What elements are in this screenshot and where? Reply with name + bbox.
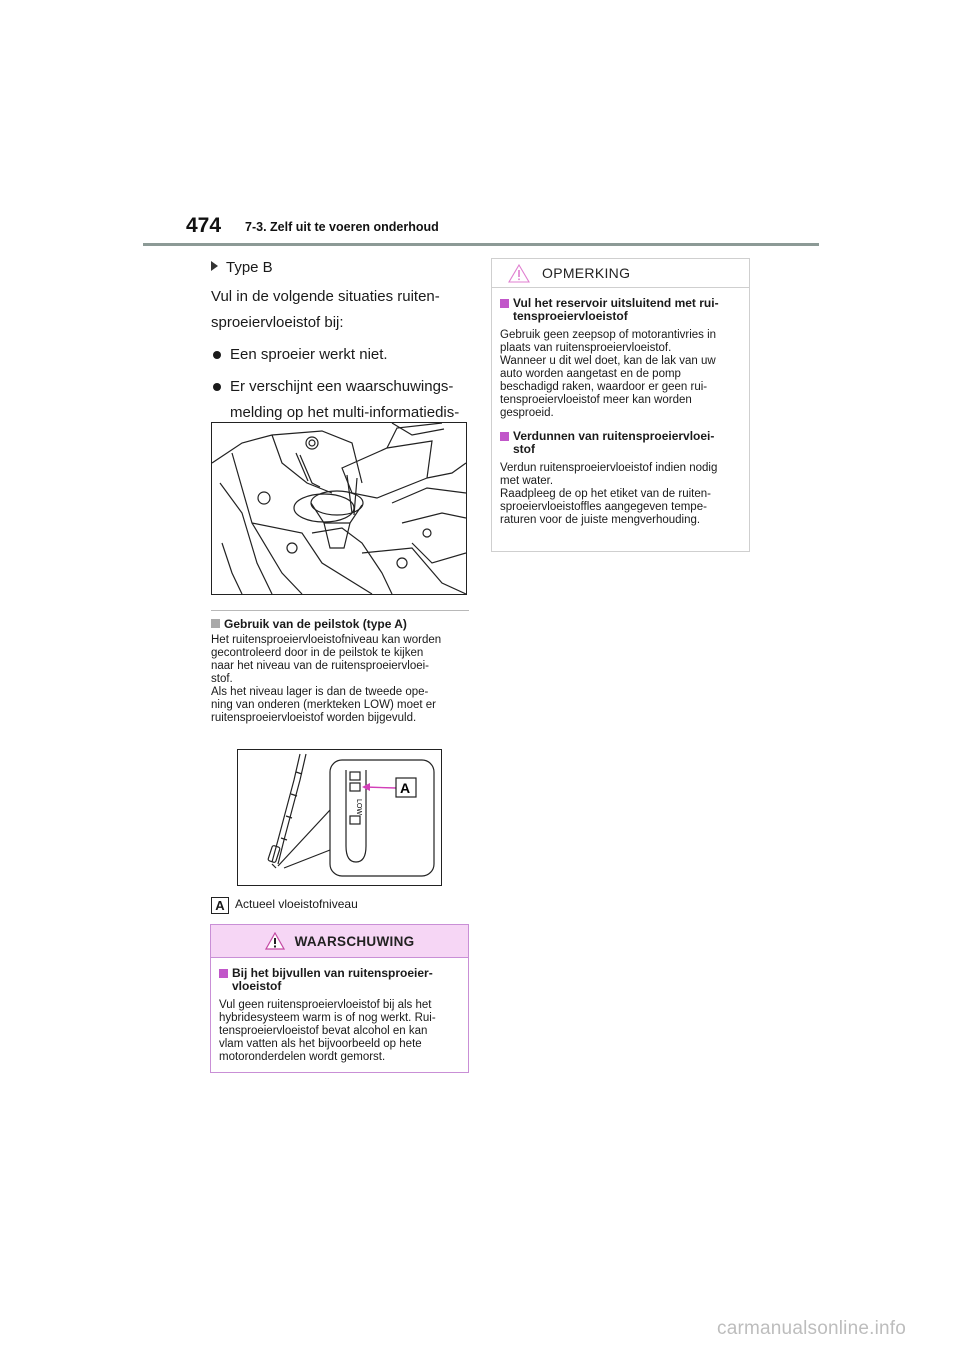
section-title: 7-3. Zelf uit te voeren onderhoud bbox=[245, 220, 439, 234]
figure-caption bbox=[211, 896, 358, 914]
list-item: Een sproeier werkt niet. bbox=[211, 342, 469, 368]
notice-text: Verdun ruitensproeiervloeistof indien nodig met water. Raadpleeg de op het etiket van de ruiten- sproeiervloeistoffles aangegeven tempe- raturen voor de juiste mengverhouding. bbox=[500, 462, 718, 526]
dipstick-figure bbox=[238, 750, 441, 885]
bullet-icon bbox=[213, 351, 221, 359]
notice-box bbox=[491, 258, 750, 552]
type-label-line bbox=[211, 258, 469, 278]
warning-heading: Bij het bijvullen van ruitensproeier- vloeistof bbox=[219, 967, 460, 993]
square-bullet-icon bbox=[500, 432, 509, 441]
warning-box bbox=[210, 924, 469, 1073]
subsection-rule bbox=[211, 610, 469, 611]
page-number: 474 bbox=[186, 214, 222, 237]
warning-text: Vul geen ruitensproeiervloeistof bij als het hybridesysteem warm is of nog werkt. Rui- tensproeiervloeistof bevat alcohol en kan vlam vatten als het bijvoorbeeld op hete motoronderdelen wordt gemorst. bbox=[219, 999, 436, 1063]
notice-heading: Verdunnen van ruitensproeiervloei- stof bbox=[500, 430, 741, 456]
header-rule bbox=[143, 243, 819, 246]
triangle-bullet-icon bbox=[211, 261, 218, 271]
notice-title: OPMERKING bbox=[542, 265, 631, 281]
label-a: A bbox=[400, 780, 411, 796]
pouring-fluid-illustration bbox=[212, 423, 466, 594]
intro-text: Vul in de volgende situaties ruiten- sproeiervloeistof bij: bbox=[211, 288, 440, 331]
warning-icon bbox=[265, 932, 285, 950]
dipstick-text: Het ruitensproeiervloeistofniveau kan worden gecontroleerd door in de peilstok te kijken naar het niveau van de ruitensproeiervloei- stof. Als het niveau lager is dan de tweede ope- ning van onderen (merkteken LOW) moet er ruitensproeiervloeistof worden bijgevuld. bbox=[211, 634, 442, 724]
low-mark-label: LOW bbox=[355, 799, 362, 815]
refill-illustration bbox=[211, 422, 467, 595]
warning-header bbox=[211, 925, 468, 958]
warning-title: WAARSCHUWING bbox=[294, 933, 415, 949]
notice-triangle-icon bbox=[508, 264, 530, 283]
caption-text: Actueel vloeistofniveau bbox=[235, 897, 358, 911]
dipstick-illustration bbox=[237, 749, 442, 886]
caption-label: A bbox=[211, 897, 229, 914]
list-item: Er verschijnt een waarschuwings- melding op het multi-informatiedis- bbox=[211, 374, 469, 452]
watermark: carmanualsonline.info bbox=[717, 1318, 907, 1339]
notice-heading: Vul het reservoir uitsluitend met rui- tensproeiervloeistof bbox=[500, 297, 741, 323]
square-bullet-icon bbox=[211, 619, 220, 628]
type-label: Type B bbox=[226, 259, 273, 276]
notice-header bbox=[492, 259, 749, 288]
square-bullet-icon bbox=[500, 299, 509, 308]
dipstick-heading: Gebruik van de peilstok (type A) bbox=[211, 617, 469, 631]
notice-text: Gebruik geen zeepsop of motorantivries in plaats van ruitensproeiervloeistof. Wanneer u dit wel doet, kan de lak van uw auto worden aangetast en de pomp beschadigd raken, waardoor er geen rui- tensproeiervloeistof meer kan worden gesproeid. bbox=[500, 329, 717, 419]
square-bullet-icon bbox=[219, 969, 228, 978]
bullet-icon bbox=[213, 383, 221, 391]
